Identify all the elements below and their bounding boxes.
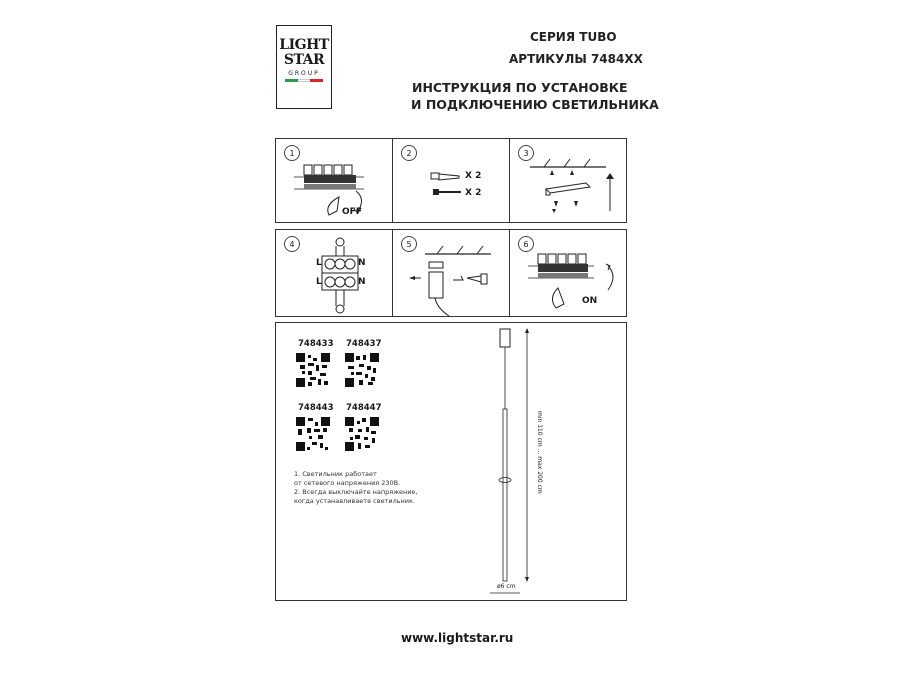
step-number: 3: [518, 145, 534, 161]
qr-code-icon[interactable]: [345, 417, 379, 451]
qr-code-icon[interactable]: [345, 353, 379, 387]
step-panel-6: [509, 229, 627, 317]
quantity-label: X 2: [465, 171, 482, 181]
step-panel-5: [392, 229, 510, 317]
articles-title: АРТИКУЛЫ 7484XX: [509, 52, 643, 66]
step-number: 2: [401, 145, 417, 161]
width-dimension-label: ø6 cm: [497, 583, 516, 590]
step-panel-2: [392, 138, 510, 223]
website-link[interactable]: www.lightstar.ru: [401, 631, 514, 645]
instruction-title-line2: И ПОДКЛЮЧЕНИЮ СВЕТИЛЬНИКА: [411, 97, 659, 112]
qr-code-label: 748437: [346, 339, 382, 349]
qr-code-icon[interactable]: [296, 353, 330, 387]
step-panel-1: [275, 138, 393, 223]
step-number: 4: [284, 236, 300, 252]
terminal-label-n: N: [358, 277, 366, 287]
off-label: OFF: [342, 207, 362, 217]
terminal-label-n: N: [358, 258, 366, 268]
qr-code-label: 748447: [346, 403, 382, 413]
terminal-label-l: L: [316, 258, 322, 268]
note-line: от сетевого напряжения 230В.: [294, 479, 401, 487]
note-line: 2. Всегда выключайте напряжение,: [294, 488, 418, 496]
logo-line2: STAR: [283, 52, 325, 68]
step-panel-3: [509, 138, 627, 223]
step-panel-4: [275, 229, 393, 317]
screw-icon: [429, 169, 469, 199]
series-title: СЕРИЯ TUBO: [530, 30, 617, 44]
italy-flag-icon: [285, 79, 323, 82]
step-number: 1: [284, 145, 300, 161]
on-label: ON: [582, 296, 598, 306]
height-dimension-label: min 110 cm ... max 200 cm: [536, 411, 543, 494]
bracket-icon: [524, 157, 624, 219]
note-line: 1. Светильник работает: [294, 470, 377, 478]
qr-code-label: 748433: [298, 339, 334, 349]
step-number: 6: [518, 236, 534, 252]
electric-block-icon: [524, 244, 624, 314]
brand-logo: [276, 25, 332, 109]
instruction-title-line1: ИНСТРУКЦИЯ ПО УСТАНОВКЕ: [412, 80, 628, 95]
step-number: 5: [401, 236, 417, 252]
qr-code-label: 748443: [298, 403, 334, 413]
ceiling-mount-icon: [407, 244, 507, 318]
electric-block-icon: [294, 157, 384, 219]
logo-line3: GROUP: [288, 70, 320, 77]
lamp-dimension-icon: [484, 323, 564, 601]
note-line: когда устанавливаете светильник.: [294, 497, 416, 505]
terminal-block-icon: [310, 236, 370, 314]
qr-code-icon[interactable]: [296, 417, 330, 451]
terminal-label-l: L: [316, 277, 322, 287]
logo-line1: LIGHT: [279, 37, 329, 53]
quantity-label: X 2: [465, 188, 482, 198]
product-info-panel: [275, 322, 627, 601]
